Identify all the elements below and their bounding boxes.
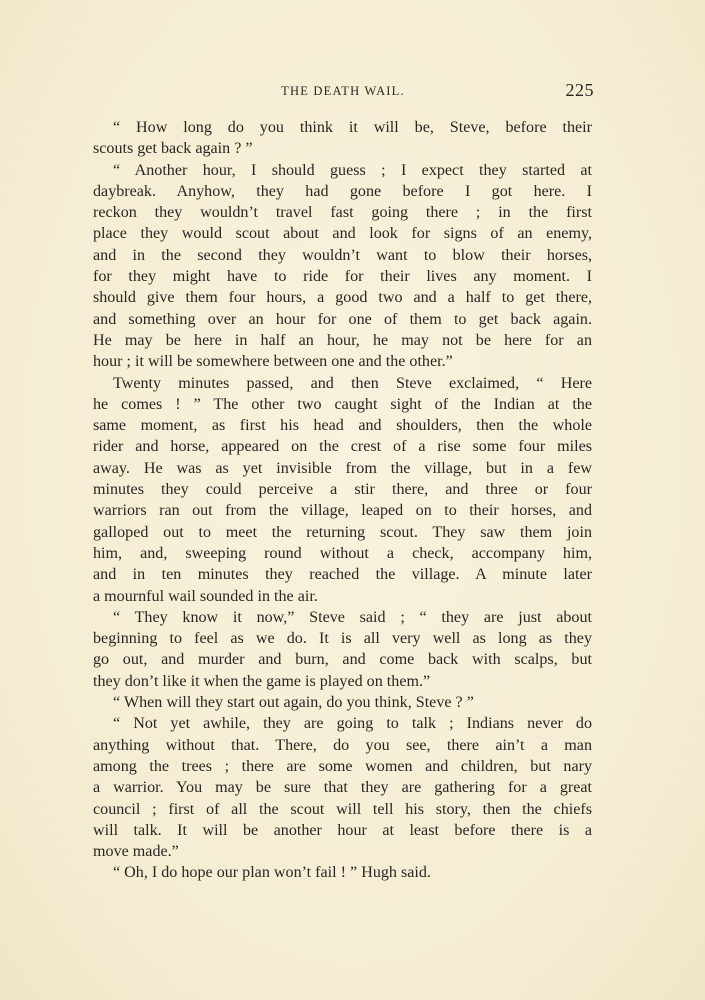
- text-line: place they would scout about and look for signs of an enemy,: [93, 225, 592, 243]
- text-line: and in the second they wouldn’t want to blow their horses,: [93, 246, 592, 264]
- text-line: galloped out to meet the returning scout. They saw them join: [93, 523, 592, 541]
- body-text: [93, 117, 592, 884]
- text-line: a warrior. You may be sure that they are gathering for a great: [93, 779, 592, 797]
- text-line: minutes they could perceive a stir there, and three or four: [93, 481, 592, 499]
- text-line: he comes ! ” The other two caught sight of the Indian at the: [93, 395, 592, 413]
- page-header: [92, 80, 594, 104]
- text-line: rider and horse, appeared on the crest of a rise some four miles: [93, 438, 592, 456]
- text-line: him, and, sweeping round without a check, accompany him,: [93, 544, 592, 562]
- text-line: daybreak. Anyhow, they had gone before I got here. I: [93, 182, 592, 200]
- text-line: scouts get back again ? ”: [93, 140, 253, 158]
- text-line: “ Another hour, I should guess ; I expect they started at: [113, 161, 592, 179]
- text-line: He may be here in half an hour, he may not be here for an: [93, 331, 592, 349]
- text-line: will talk. It will be another hour at least before there is a: [93, 821, 592, 839]
- text-line: “ They know it now,” Steve said ; “ they are just about: [113, 608, 592, 626]
- text-line: away. He was as yet invisible from the village, but in a few: [93, 459, 592, 477]
- text-line: “ Oh, I do hope our plan won’t fail ! ” Hugh said.: [113, 864, 431, 882]
- text-line: move made.”: [93, 843, 179, 861]
- text-line: “ Not yet awhile, they are going to talk ; Indians never do: [113, 715, 592, 733]
- text-line: go out, and murder and burn, and come back with scalps, but: [93, 651, 592, 669]
- page-number: 225: [565, 80, 594, 100]
- text-line: among the trees ; there are some women and children, but nary: [93, 757, 592, 775]
- text-line: and something over an hour for one of them to get back again.: [93, 310, 592, 328]
- text-line: anything without that. There, do you see, there ain’t a man: [93, 736, 592, 754]
- text-line: reckon they wouldn’t travel fast going there ; in the first: [93, 204, 592, 222]
- text-line: for they might have to ride for their lives any moment. I: [93, 268, 592, 286]
- text-line: and in ten minutes they reached the village. A minute later: [93, 566, 592, 584]
- text-line: a mournful wail sounded in the air.: [93, 587, 318, 605]
- running-title: THE DEATH WAIL.: [281, 84, 405, 98]
- text-line: beginning to feel as we do. It is all very well as long as they: [93, 630, 592, 648]
- text-line: same moment, as first his head and shoulders, then the whole: [93, 417, 592, 435]
- text-line: warriors ran out from the village, leaped on to their horses, and: [93, 502, 592, 520]
- text-line: Twenty minutes passed, and then Steve exclaimed, “ Here: [113, 374, 592, 392]
- text-line: “ How long do you think it will be, Steve, before their: [113, 119, 592, 136]
- text-line: hour ; it will be somewhere between one and the other.”: [93, 353, 453, 371]
- text-line: they don’t like it when the game is played on them.”: [93, 672, 431, 690]
- text-line: should give them four hours, a good two and a half to get there,: [93, 289, 592, 307]
- text-line: council ; first of all the scout will tell his story, then the chiefs: [93, 800, 592, 818]
- text-line: “ When will they start out again, do you think, Steve ? ”: [113, 694, 474, 712]
